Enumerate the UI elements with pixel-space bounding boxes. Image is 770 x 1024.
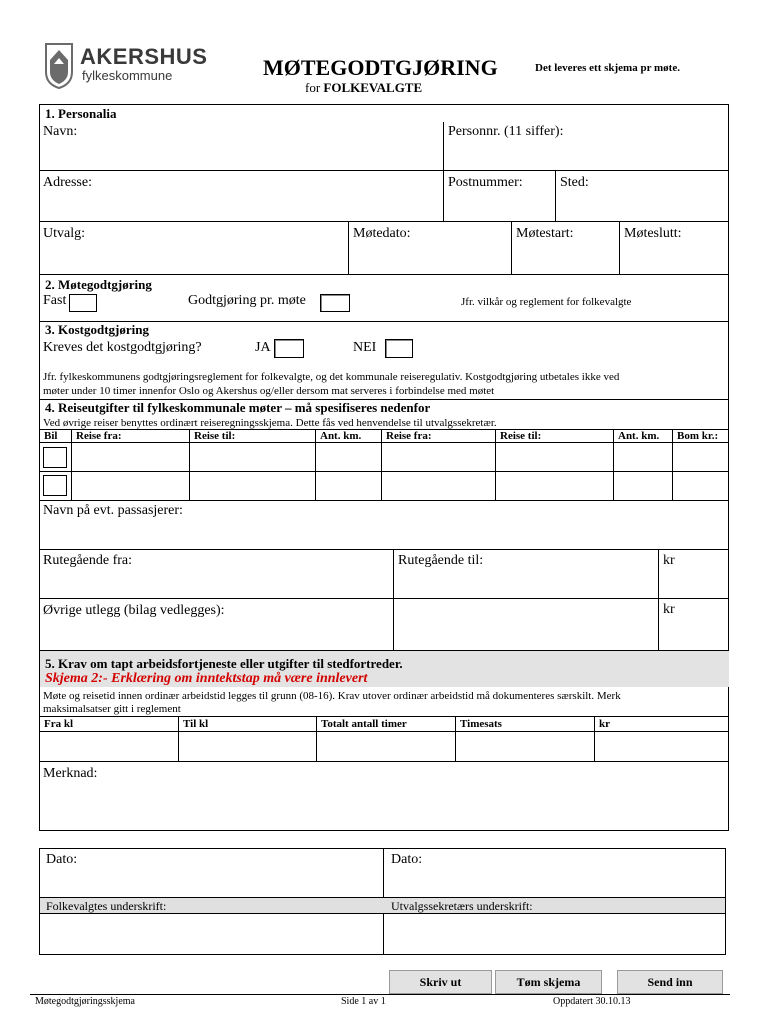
- adresse-label: Adresse:: [43, 175, 92, 190]
- rute-fra-label: Rutegående fra:: [43, 553, 133, 568]
- section-4-heading: 4. Reiseutgifter til fylkeskommunale møter – må spesifiseres nedenfor: [45, 400, 431, 415]
- navn-field[interactable]: [40, 122, 443, 170]
- motestart-field[interactable]: [512, 222, 619, 274]
- col-reise-fra-2: Reise fra:: [386, 430, 432, 442]
- send-button[interactable]: Send inn: [617, 970, 723, 994]
- dato-label-1: Dato:: [46, 852, 78, 867]
- rute-kr-label: kr: [663, 553, 675, 568]
- col-totalt-timer: Totalt antall timer: [321, 718, 407, 730]
- section-2-heading: 2. Møtegodtgjøring: [45, 277, 152, 292]
- footer-updated-date: Oppdatert 30.10.13: [553, 996, 631, 1007]
- col-fra-kl: Fra kl: [44, 718, 74, 730]
- skjema-2-notice: Skjema 2:- Erklæring om inntektstap må være innlevert: [45, 671, 368, 686]
- sted-label: Sted:: [560, 175, 589, 190]
- passasjerer-label: Navn på evt. passasjerer:: [43, 503, 183, 518]
- signature-box: [39, 848, 726, 955]
- clear-form-button[interactable]: Tøm skjema: [495, 970, 602, 994]
- kost-info-line2: møter under 10 timer innenfor Oslo og Akershus og/eller dersom mat serveres i forbindelse med møtet: [43, 385, 495, 397]
- form-title: MØTEGODTGJØRING: [263, 55, 498, 80]
- moteslutt-field[interactable]: [620, 222, 729, 274]
- bil-checkbox-2[interactable]: [43, 475, 67, 496]
- arbeidstid-info-line2: maksimalsatser gitt i reglement: [43, 703, 181, 715]
- nei-checkbox[interactable]: [385, 339, 413, 358]
- col-bil: Bil: [44, 430, 58, 442]
- passasjerer-field[interactable]: [40, 501, 728, 549]
- form-note: Det leveres ett skjema pr møte.: [535, 62, 680, 74]
- rute-til-label: Rutegående til:: [398, 553, 484, 568]
- section-3-heading: 3. Kostgodtgjøring: [45, 322, 149, 337]
- bil-checkbox-1[interactable]: [43, 447, 67, 468]
- col-ant-km-1: Ant. km.: [320, 430, 362, 442]
- folkevalgt-signature-label: Folkevalgtes underskrift:: [46, 899, 167, 913]
- logo-name: AKERSHUS: [80, 44, 208, 69]
- sted-field[interactable]: [556, 171, 729, 221]
- arbeidstid-info-line1: Møte og reisetid innen ordinær arbeidstid legges til grunn (08-16). Krav utover ordinær arbeidstid må dokumenteres særskilt. Merk: [43, 690, 621, 702]
- sekretaer-signature-label: Utvalgssekretærs underskrift:: [391, 899, 533, 913]
- subtitle-prefix: for: [305, 80, 321, 95]
- col-reise-til-1: Reise til:: [194, 430, 236, 442]
- footer-form-name: Møtegodtgjøringsskjema: [35, 996, 135, 1007]
- col-til-kl: Til kl: [183, 718, 209, 730]
- adresse-field[interactable]: [40, 171, 443, 221]
- ovrige-kr-label: kr: [663, 602, 675, 617]
- godtgjoring-checkbox[interactable]: [320, 294, 350, 312]
- folkevalgt-signature-field[interactable]: [40, 914, 383, 954]
- ja-label: JA: [255, 340, 271, 355]
- col-ant-km-2: Ant. km.: [618, 430, 660, 442]
- moteslutt-label: Møteslutt:: [624, 226, 682, 241]
- ja-checkbox[interactable]: [274, 339, 304, 358]
- kost-question: Kreves det kostgodtgjøring?: [43, 340, 202, 355]
- fast-label: Fast: [43, 293, 67, 308]
- vilkar-note: Jfr. vilkår og reglement for folkevalgte: [461, 296, 632, 308]
- motedato-field[interactable]: [349, 222, 511, 274]
- motestart-label: Møtestart:: [516, 226, 574, 241]
- section-5-heading: 5. Krav om tapt arbeidsfortjeneste eller utgifter til stedfortreder.: [45, 656, 403, 671]
- print-button[interactable]: Skriv ut: [389, 970, 492, 994]
- personnr-field[interactable]: [444, 122, 729, 170]
- postnummer-field[interactable]: [444, 171, 555, 221]
- nei-label: NEI: [353, 340, 377, 355]
- form-frame: [39, 104, 729, 831]
- utvalg-field[interactable]: [40, 222, 348, 274]
- merknad-label: Merknad:: [43, 766, 98, 781]
- logo-subtitle: fylkeskommune: [82, 68, 173, 83]
- navn-label: Navn:: [43, 124, 78, 139]
- subtitle-audience: FOLKEVALGTE: [323, 80, 423, 95]
- form-subtitle: [305, 80, 422, 96]
- sekretaer-signature-field[interactable]: [384, 914, 725, 954]
- col-kr: kr: [599, 718, 610, 730]
- dato-label-2: Dato:: [391, 852, 423, 867]
- footer-divider: [30, 994, 730, 995]
- section-1-heading: 1. Personalia: [45, 106, 117, 121]
- merknad-field[interactable]: [40, 762, 728, 831]
- kost-info-line1: Jfr. fylkeskommunens godtgjøringsreglement for folkevalgte, og det kommunale reiseregulativ. Kostgodtgjøring utbetales ikke ved: [43, 371, 620, 383]
- fast-checkbox[interactable]: [69, 294, 97, 312]
- motedato-label: Møtedato:: [353, 226, 411, 241]
- col-reise-til-2: Reise til:: [500, 430, 542, 442]
- col-bom-kr: Bom kr.:: [677, 430, 719, 442]
- postnummer-label: Postnummer:: [448, 175, 523, 190]
- col-timesats: Timesats: [460, 718, 502, 730]
- footer-page-number: Side 1 av 1: [341, 996, 386, 1007]
- ovrige-utlegg-label: Øvrige utlegg (bilag vedlegges):: [43, 603, 225, 618]
- utvalg-label: Utvalg:: [43, 226, 85, 241]
- godtgjoring-label: Godtgjøring pr. møte: [188, 293, 306, 308]
- reise-info: Ved øvrige reiser benyttes ordinært reiseregningsskjema. Dette fås ved henvendelse til utvalgssekretær.: [43, 417, 497, 429]
- akershus-shield-logo: [44, 42, 74, 90]
- personnr-label: Personnr. (11 siffer):: [448, 124, 564, 139]
- col-reise-fra-1: Reise fra:: [76, 430, 122, 442]
